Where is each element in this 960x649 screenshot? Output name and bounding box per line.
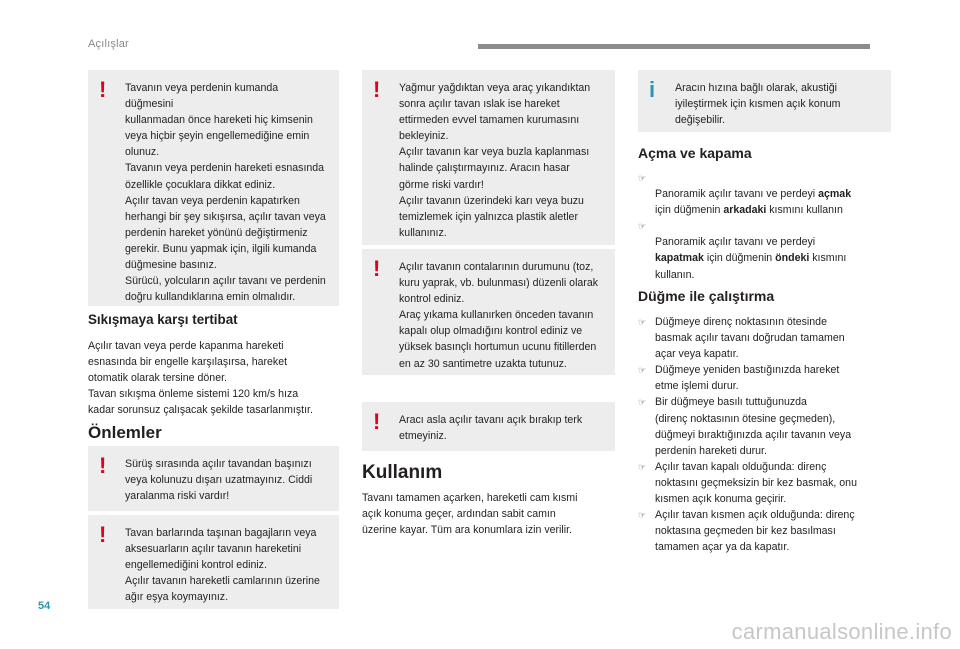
instruction-list: [638, 170, 898, 283]
warning-text: Tavanın veya perdenin kumanda düğmesini kullanmadan önce hareketi hiç kimsenin veya hiçbir şeyin engellemediğine emin olunuz. Tavanın veya perdenin hareketi esnasında özellikle çocuklara dikkat ediniz. Açılır tavan veya perdenin kapatırken herhangi bir şey sıkışırsa, açılır tavan veya perdenin hareket yönünü değiştirmeniz gerekir. Bunu yapmak için, ilgili kumanda düğmesine basınız. Sürücü, yolcuların açılır tavanı ve perdenin doğru kullandıklarına emin olmalıdır.: [125, 82, 326, 304]
warning-note: [362, 70, 615, 245]
info-text: Aracın hızına bağlı olarak, akustiği iyileştirmek için kısmen açık konum değişebilir.: [675, 82, 841, 127]
arrow-right-icon: ☞: [638, 317, 647, 327]
arrow-right-icon: ☞: [638, 510, 647, 521]
list-item: ☞ Düğmeye yeniden bastığınızda hareket etme işlemi durur.: [638, 364, 840, 393]
list-item: ☞ Düğmeye direnç noktasının ötesinde basmak açılır tavanı doğrudan tamamen açar veya kapatır.: [638, 316, 845, 361]
info-mark-icon: i: [649, 77, 656, 102]
exclamation-mark-icon: !: [99, 522, 107, 547]
watermark: carmanualsonline.info: [731, 619, 952, 644]
list-item: ☞ Açılır tavan kapalı olduğunda: direnç noktasını geçmeksizin bir kez basmak, onu kısmen açık konuma geçirir.: [638, 460, 857, 506]
warning-text: Tavan barlarında taşınan bagajların veya aksesuarların açılır tavanın hareketini engellemediğini kontrol ediniz. Açılır tavanın hareketli camlarının üzerine ağır eşya koymayınız.: [125, 527, 320, 604]
list-item: ☞ Panoramik açılır tavanı ve perdeyi kapatmak için düğmenin öndeki kısmını kullanın.: [638, 218, 898, 282]
warning-text: Yağmur yağdıktan veya araç yıkandıktan sonra açılır tavan ıslak ise hareket ettirmeden evvel tamamen kurumasını bekleyiniz. Açılır tavanın kar veya buzla kaplanması halinde çalıştırmayınız. Aracın hasar görme riski vardır! Açılır tavanın üzerindeki karı veya buzu temizlemek için yalnızca plastik aletler kullanınız.: [399, 82, 591, 239]
info-note: [638, 70, 891, 132]
section-heading: Açma ve kapama: [638, 145, 752, 161]
list-item: ☞ Bir düğmeye basılı tuttuğunuzda (direnç noktasının ötesine geçmeden), düğmeyi bıraktığınızda açılır tavanın veya perdenin hareketi durur.: [638, 396, 852, 457]
exclamation-mark-icon: !: [373, 256, 381, 281]
arrow-right-icon: ☞: [638, 461, 647, 472]
warning-note: [362, 402, 615, 451]
section-heading: Düğme ile çalıştırma: [638, 288, 775, 304]
warning-note: [88, 446, 339, 511]
header-bar: [478, 44, 870, 49]
body-paragraph: Açılır tavan veya perde kapanma hareketi esnasında bir engelle karşılaşırsa, hareket otomatik olarak tersine döner. Tavan sıkışma önleme sistemi 120 km/s hıza kadar sorunsuz çalışacak şekilde tasarlanmıştır.: [88, 340, 313, 417]
warning-text: Sürüş sırasında açılır tavandan başınızı veya kolunuzu dışarı uzatmayınız. Ciddi yaralanma riski vardır!: [125, 458, 313, 503]
exclamation-mark-icon: !: [373, 409, 381, 434]
section-title: Açılışlar: [88, 38, 129, 50]
body-paragraph: Tavanı tamamen açarken, hareketli cam kısmi açık konuma geçer, ardından sabit camın üzerine kayar. Tüm ara konumlara izin verilir.: [362, 492, 578, 537]
arrow-right-icon: ☞: [638, 173, 647, 183]
arrow-right-icon: ☞: [638, 397, 647, 408]
warning-text: Aracı asla açılır tavanı açık bırakıp terk etmeyiniz.: [399, 414, 583, 443]
exclamation-mark-icon: !: [373, 77, 381, 102]
instruction-list: [638, 314, 900, 555]
exclamation-mark-icon: !: [99, 453, 107, 478]
warning-note: [88, 515, 339, 609]
arrow-right-icon: ☞: [638, 221, 647, 232]
list-item: ☞ Panoramik açılır tavanı ve perdeyi açmak için düğmenin arkadaki kısmını kullanın: [638, 170, 898, 218]
section-heading: Sıkışmaya karşı tertibat: [88, 312, 238, 327]
warning-text: Açılır tavanın contalarının durumunu (toz, kuru yaprak, vb. bulunması) düzenli olarak kontrol ediniz. Araç yıkama kullanırken önceden tavanın kapalı olup olmadığını kontrol ediniz ve yüksek basınçlı hortumun ucunu fitillerden en az 30 santimetre uzakta tutunuz.: [399, 261, 599, 370]
section-heading: Kullanım: [362, 462, 443, 483]
warning-note: [362, 249, 615, 375]
exclamation-mark-icon: !: [99, 77, 107, 102]
arrow-right-icon: ☞: [638, 365, 647, 376]
list-item: ☞ Açılır tavan kısmen açık olduğunda: direnç noktasına geçmeden bir kez basılması tamamen açar ya da kapatır.: [638, 509, 855, 554]
page-number: 54: [38, 600, 51, 612]
warning-note: [88, 70, 339, 306]
section-heading: Önlemler: [88, 423, 162, 442]
